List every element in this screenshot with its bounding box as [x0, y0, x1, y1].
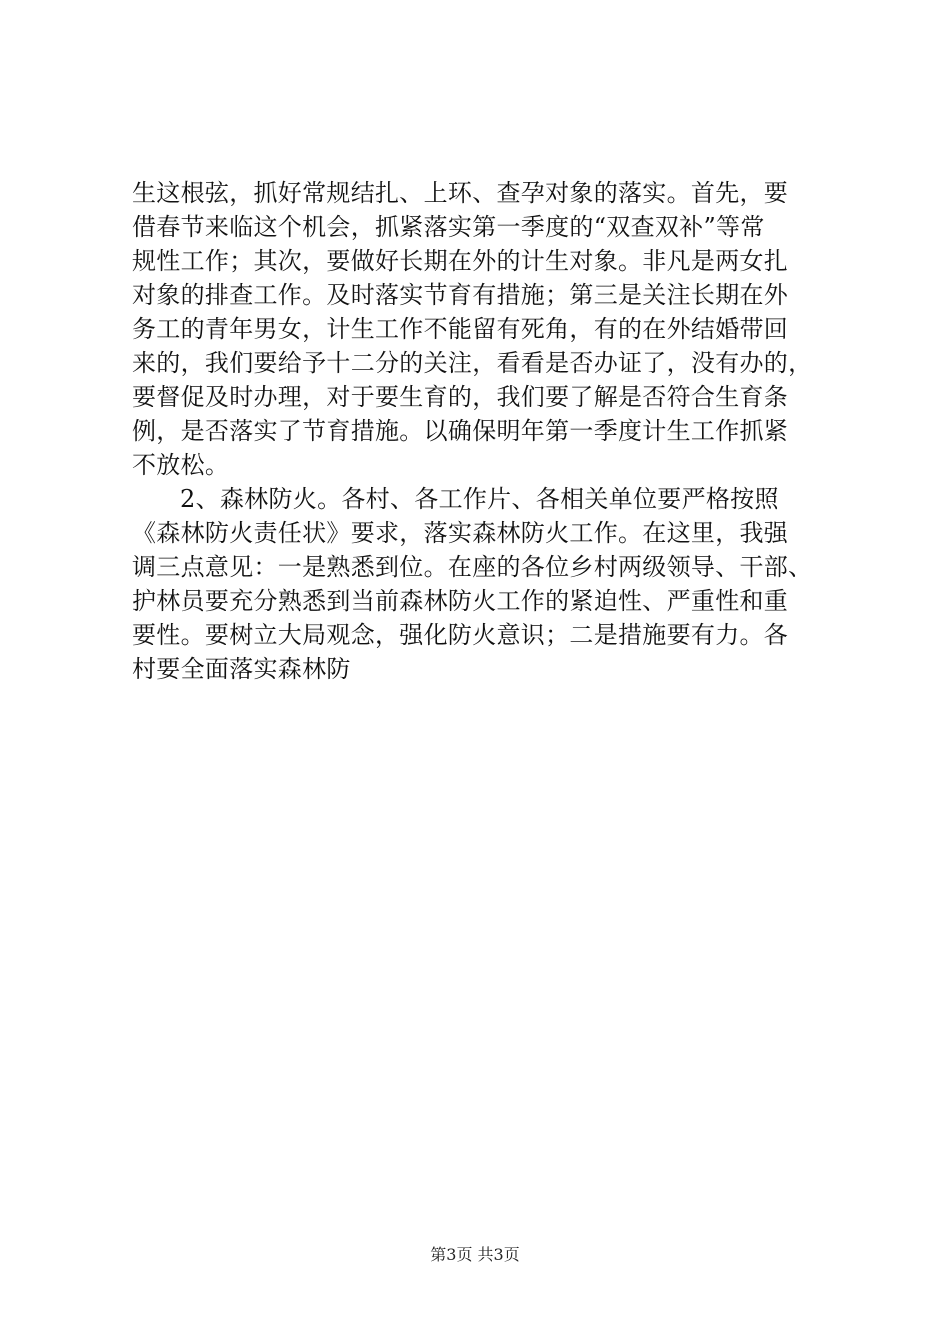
text-line: 要性。要树立大局观念，强化防火意识；二是措施要有力。各 [132, 621, 789, 649]
text-line: 《森林防火责任状》要求，落实森林防火工作。在这里，我强 [132, 519, 789, 547]
page-number-footer: 第3页 共3页 [430, 1245, 520, 1264]
text-line: 要督促及时办理，对于要生育的，我们要了解是否符合生育条 [132, 383, 789, 411]
text-line: 村要全面落实森林防 [132, 655, 351, 683]
text-line: 例，是否落实了节育措施。以确保明年第一季度计生工作抓紧 [132, 417, 789, 445]
text-line: 调三点意见：一是熟悉到位。在座的各位乡村两级领导、干部、 [132, 553, 813, 581]
body-text [132, 176, 852, 686]
text-line: 生这根弦，抓好常规结扎、上环、查孕对象的落实。首先，要 [132, 179, 789, 207]
text-line: 规性工作；其次，要做好长期在外的计生对象。非凡是两女扎 [132, 247, 789, 275]
text-line: 对象的排查工作。及时落实节育有措施；第三是关注长期在外 [132, 281, 789, 309]
text-line: 不放松。 [132, 451, 230, 479]
text-line: 来的，我们要给予十二分的关注，看看是否办证了，没有办的， [132, 349, 813, 377]
text-line: 务工的青年男女，计生工作不能留有死角，有的在外结婚带回 [132, 315, 789, 343]
text-line: 护林员要充分熟悉到当前森林防火工作的紧迫性、严重性和重 [132, 587, 789, 615]
text-line: 借春节来临这个机会，抓紧落实第一季度的“双查双补”等常 [132, 213, 765, 241]
text-line: 2、森林防火。各村、各工作片、各相关单位要严格按照 [180, 485, 779, 513]
